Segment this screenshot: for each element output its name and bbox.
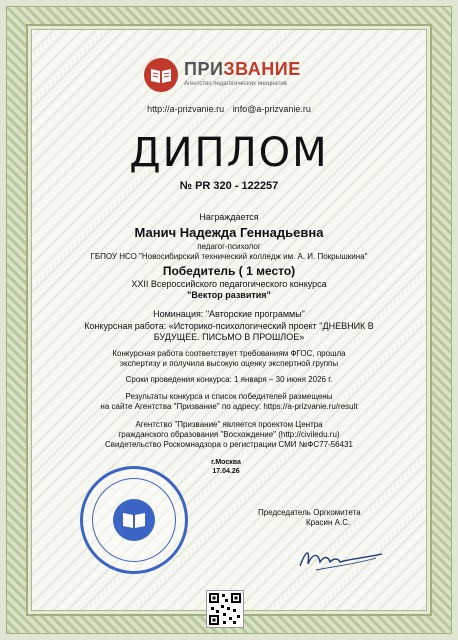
city: г.Москва — [211, 459, 241, 466]
recipient-name: Манич Надежда Геннадьевна — [134, 225, 324, 240]
project-line3: Свидетельство Роскомнадзора о регистрации СМИ №ФС77-56431 — [105, 440, 353, 449]
contest-title: XXII Всероссийского педагогического конкурса — [131, 279, 327, 289]
seal-book-icon — [113, 499, 155, 541]
issue-date: 17.04.26 — [212, 468, 240, 475]
project-line1: Агентство "Призвание" является проектом Центра — [135, 420, 323, 429]
logo-subtitle: Агентство педагогических инициатив — [184, 81, 287, 87]
conformity-line2: экспертизу и получила высокую оценку экспертной группы — [119, 359, 339, 368]
contest-dates: Сроки проведения конкурса: 1 января – 30 июня 2026 г. — [125, 375, 333, 384]
work-title-line2: БУДУЩЕЕ. ПИСЬМО В ПРОШЛОЕ» — [153, 332, 305, 342]
qr-code[interactable] — [206, 590, 244, 628]
diploma-title: ДИПЛОМ — [129, 130, 329, 176]
book-icon — [144, 58, 178, 92]
award-place: Победитель ( 1 место) — [162, 264, 296, 278]
handwritten-signature — [296, 544, 386, 579]
site-link[interactable]: http://a-prizvanie.ru — [147, 104, 225, 114]
signer-title: Председатель Оргкомитета — [258, 508, 361, 517]
conformity-line1: Конкурсная работа соответствует требованиям ФГОС, прошла — [112, 349, 346, 358]
signer-name: Красин А.С. — [306, 518, 351, 527]
nomination: Номинация: "Авторские программы" — [153, 309, 305, 319]
contest-name: "Вектор развития" — [187, 290, 271, 300]
results-line2: на сайте Агентства "Призвание" по адресу: https://a-prizvanie.ru/result — [100, 402, 358, 411]
logo — [144, 58, 314, 96]
email-link[interactable]: info@a-prizvanie.ru — [232, 104, 311, 114]
stamp-seal — [80, 466, 188, 574]
recipient-position: педагог-психолог — [197, 242, 261, 251]
contacts — [26, 104, 432, 114]
logo-title: ПРИЗВАНИЕ — [184, 59, 301, 79]
diploma-content — [26, 24, 432, 616]
work-title-line1: Конкурсная работа: «Историко-психологический проект "ДНЕВНИК В — [84, 321, 374, 331]
diploma-number: № PR 320 - 122257 — [179, 180, 279, 192]
results-line1: Результаты конкурса и список победителей размещены — [125, 392, 333, 401]
awarded-label: Награждается — [199, 212, 259, 222]
project-line2: гражданского образования "Восхождение" (http://civiledu.ru) — [118, 430, 340, 439]
recipient-organization: ГБПОУ НСО "Новосибирский технический колледж им. А. И. Покрышкина" — [90, 252, 368, 261]
